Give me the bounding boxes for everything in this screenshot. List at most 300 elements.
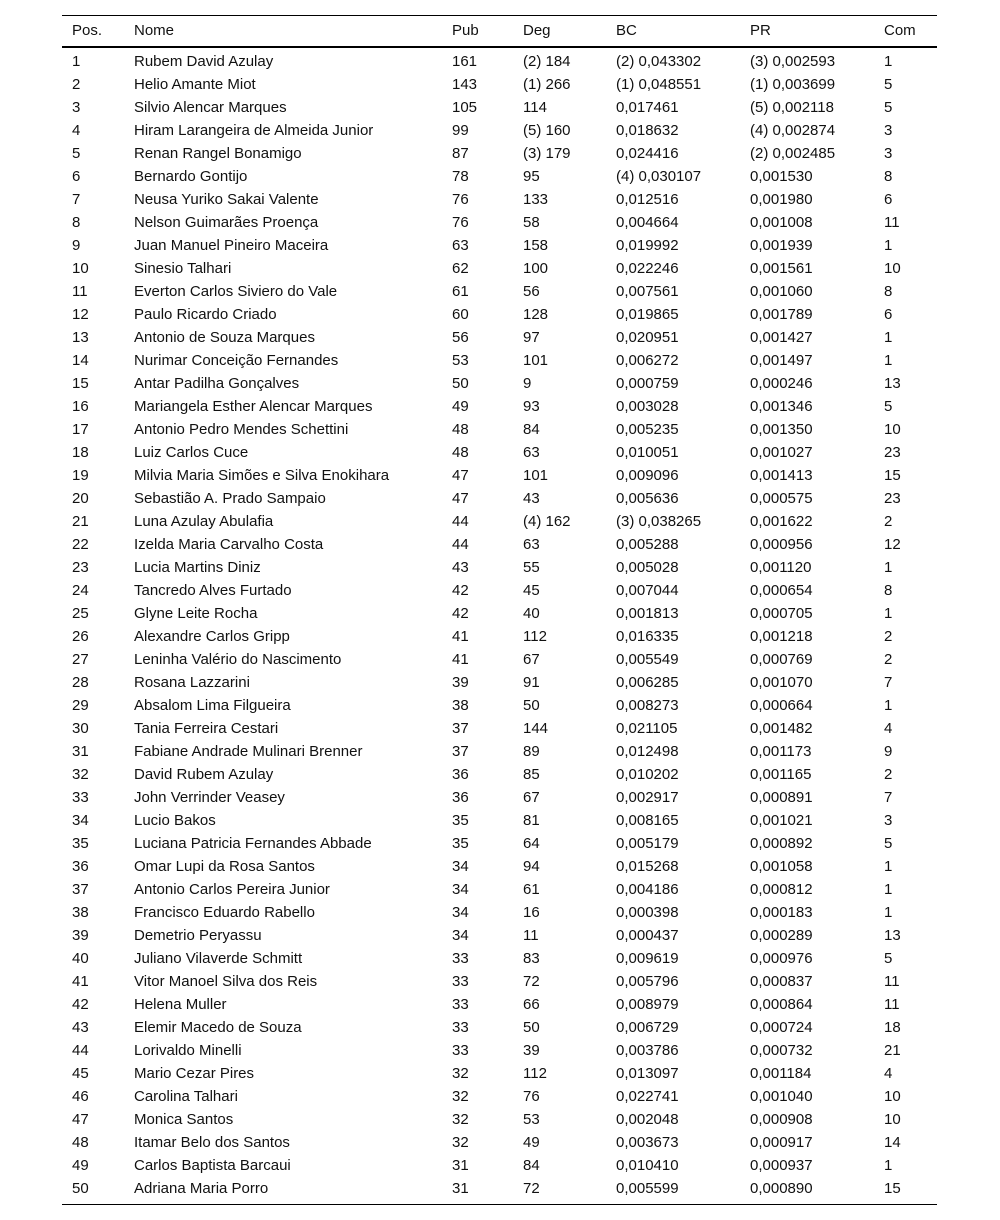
cell-pub: 32	[452, 1088, 469, 1105]
cell-pr: 0,000289	[750, 927, 813, 944]
cell-deg: 53	[523, 1111, 540, 1128]
cell-pos: 38	[72, 904, 89, 921]
cell-deg: 63	[523, 536, 540, 553]
cell-nome: Rosana Lazzarini	[134, 674, 250, 691]
cell-com: 10	[884, 1088, 901, 1105]
cell-bc: 0,020951	[616, 329, 679, 346]
cell-deg: 85	[523, 766, 540, 783]
cell-com: 10	[884, 1111, 901, 1128]
cell-nome: Elemir Macedo de Souza	[134, 1019, 302, 1036]
cell-deg: 128	[523, 306, 549, 323]
cell-deg: 58	[523, 214, 540, 231]
cell-pub: 99	[452, 122, 469, 139]
cell-deg: 72	[513, 1177, 606, 1205]
cell-pos: 27	[72, 651, 89, 668]
cell-pos: 20	[72, 490, 89, 507]
table-row	[62, 1154, 937, 1177]
cell-pr: 0,000956	[750, 536, 813, 553]
cell-bc: 0,005549	[616, 651, 679, 668]
cell-pub: 44	[452, 513, 469, 530]
cell-nome: Alexandre Carlos Gripp	[134, 628, 290, 645]
cell-pos: 50	[62, 1177, 124, 1205]
cell-pub: 35	[452, 812, 469, 829]
cell-deg: (4) 162	[523, 513, 571, 530]
cell-nome: Juliano Vilaverde Schmitt	[134, 950, 303, 967]
cell-pub: 34	[452, 858, 469, 875]
cell-pub: 63	[452, 237, 469, 254]
cell-pos: 36	[72, 858, 89, 875]
cell-pub: 105	[452, 99, 478, 116]
cell-com: 11	[884, 214, 900, 231]
table-row	[62, 717, 937, 740]
table-row	[62, 625, 937, 648]
cell-bc: 0,018632	[616, 122, 679, 139]
cell-pos: 18	[72, 444, 89, 461]
cell-pos: 17	[72, 421, 89, 438]
cell-pub: 47	[452, 490, 469, 507]
cell-deg: 76	[523, 1088, 540, 1105]
cell-pub: 43	[452, 559, 469, 576]
cell-bc: 0,010051	[616, 444, 679, 461]
cell-nome: Lorivaldo Minelli	[134, 1042, 242, 1059]
cell-deg: 101	[523, 352, 549, 369]
cell-pub: 41	[452, 651, 469, 668]
cell-nome: Mario Cezar Pires	[134, 1065, 255, 1082]
cell-pub: 49	[452, 398, 469, 415]
cell-pub: 62	[452, 260, 469, 277]
cell-deg: 9	[523, 375, 532, 392]
cell-pr: (2) 0,002485	[750, 145, 836, 162]
cell-bc: 0,024416	[616, 145, 679, 162]
cell-com: 15	[874, 1177, 937, 1205]
cell-nome: Hiram Larangeira de Almeida Junior	[134, 122, 374, 139]
cell-com: 15	[884, 467, 901, 484]
cell-com: 10	[884, 260, 901, 277]
table-row	[62, 809, 937, 832]
cell-nome: Antonio Pedro Mendes Schettini	[134, 421, 349, 438]
cell-pr: 0,000575	[750, 490, 813, 507]
cell-deg: 95	[523, 168, 540, 185]
cell-deg: (2) 184	[523, 53, 571, 70]
cell-pub: 42	[452, 605, 469, 622]
table-row	[62, 280, 937, 303]
cell-com: 8	[884, 283, 893, 300]
table-row	[62, 96, 937, 119]
table-row	[62, 188, 937, 211]
cell-nome: Luciana Patricia Fernandes Abbade	[134, 835, 372, 852]
cell-pr: 0,001060	[750, 283, 813, 300]
cell-pos: 1	[72, 53, 81, 70]
cell-pos: 12	[72, 306, 89, 323]
cell-pos: 29	[72, 697, 89, 714]
table-row	[62, 1131, 937, 1154]
cell-com: 1	[884, 1157, 893, 1174]
column-header-pr: PR	[740, 16, 874, 48]
cell-bc: (2) 0,043302	[616, 53, 702, 70]
cell-com: 12	[884, 536, 901, 553]
cell-pub: 41	[452, 628, 469, 645]
cell-com: 18	[884, 1019, 901, 1036]
table-row	[62, 832, 937, 855]
cell-bc: 0,010202	[616, 766, 679, 783]
cell-pub: 32	[452, 1134, 469, 1151]
cell-com: 5	[884, 99, 893, 116]
ranking-table-container	[62, 15, 937, 1205]
cell-nome: Antar Padilha Gonçalves	[134, 375, 300, 392]
cell-nome: Sebastião A. Prado Sampaio	[134, 490, 326, 507]
cell-com: 4	[884, 720, 893, 737]
cell-pos: 24	[72, 582, 89, 599]
cell-pr: (3) 0,002593	[750, 53, 836, 70]
cell-nome: Bernardo Gontijo	[134, 168, 248, 185]
cell-pos: 49	[72, 1157, 89, 1174]
table-row	[62, 970, 937, 993]
cell-com: 1	[884, 697, 893, 714]
cell-nome: Monica Santos	[134, 1111, 234, 1128]
cell-bc: 0,006729	[616, 1019, 679, 1036]
cell-pub: 34	[452, 881, 469, 898]
cell-bc: 0,021105	[616, 720, 678, 737]
cell-deg: 43	[523, 490, 540, 507]
cell-bc: 0,007044	[616, 582, 679, 599]
cell-bc: 0,008273	[616, 697, 679, 714]
cell-bc: (1) 0,048551	[616, 76, 702, 93]
cell-pr: 0,000837	[750, 973, 813, 990]
cell-nome: Vitor Manoel Silva dos Reis	[134, 973, 318, 990]
table-row	[62, 326, 937, 349]
cell-pos: 39	[72, 927, 89, 944]
cell-pr: 0,001561	[750, 260, 813, 277]
table-row	[62, 694, 937, 717]
cell-pr: 0,001008	[750, 214, 813, 231]
cell-pr: (1) 0,003699	[750, 76, 836, 93]
cell-pr: 0,000769	[750, 651, 813, 668]
cell-bc: 0,022246	[616, 260, 679, 277]
cell-pub: 31	[452, 1157, 469, 1174]
cell-bc: (4) 0,030107	[616, 168, 702, 185]
table-row	[62, 257, 937, 280]
cell-pub: 34	[452, 927, 469, 944]
cell-com: 1	[884, 904, 893, 921]
cell-bc: 0,004664	[616, 214, 679, 231]
cell-deg: 101	[523, 467, 549, 484]
table-row	[62, 671, 937, 694]
cell-pos: 6	[72, 168, 81, 185]
cell-bc: 0,012516	[616, 191, 679, 208]
cell-pr: 0,001622	[750, 513, 813, 530]
cell-bc: 0,008165	[616, 812, 679, 829]
cell-pub: 35	[452, 835, 469, 852]
cell-deg: 40	[523, 605, 540, 622]
cell-com: 3	[884, 145, 893, 162]
cell-pos: 23	[72, 559, 89, 576]
cell-com: 7	[884, 674, 893, 691]
table-row	[62, 556, 937, 579]
cell-bc: 0,015268	[616, 858, 679, 875]
cell-com: 5	[884, 76, 893, 93]
cell-deg: 50	[523, 1019, 540, 1036]
cell-bc: 0,003786	[616, 1042, 679, 1059]
table-body	[62, 47, 937, 1205]
cell-pub: 33	[452, 996, 469, 1013]
cell-com: 8	[884, 168, 893, 185]
column-header-com: Com	[874, 16, 937, 48]
cell-nome: Rubem David Azulay	[134, 53, 274, 70]
table-row	[62, 602, 937, 625]
cell-pr: 0,001070	[750, 674, 813, 691]
cell-pos: 2	[72, 76, 81, 93]
cell-deg: 45	[523, 582, 540, 599]
cell-nome: Luiz Carlos Cuce	[134, 444, 249, 461]
cell-pos: 33	[72, 789, 89, 806]
cell-bc: 0,009619	[616, 950, 679, 967]
table-row	[62, 395, 937, 418]
cell-bc: 0,000398	[616, 904, 679, 921]
cell-pos: 9	[72, 237, 81, 254]
cell-pub: 87	[452, 145, 469, 162]
cell-pub: 33	[452, 1019, 469, 1036]
table-header	[62, 16, 937, 48]
cell-nome: Carlos Baptista Barcaui	[134, 1157, 291, 1174]
cell-pub: 60	[452, 306, 469, 323]
table-row	[62, 303, 937, 326]
cell-bc: 0,005636	[616, 490, 679, 507]
cell-pos: 41	[72, 973, 89, 990]
cell-bc: 0,008979	[616, 996, 679, 1013]
cell-nome: Lucia Martins Diniz	[134, 559, 261, 576]
cell-deg: 63	[523, 444, 540, 461]
cell-deg: 67	[523, 789, 540, 806]
cell-pos: 43	[72, 1019, 89, 1036]
cell-pub: 48	[452, 421, 469, 438]
cell-bc: 0,017461	[616, 99, 679, 116]
cell-bc: 0,005235	[616, 421, 679, 438]
cell-com: 23	[884, 490, 901, 507]
cell-pub: 56	[452, 329, 469, 346]
cell-nome: Mariangela Esther Alencar Marques	[134, 398, 373, 415]
table-row	[62, 1016, 937, 1039]
cell-com: 1	[884, 559, 893, 576]
cell-pr: 0,001530	[750, 168, 813, 185]
table-row	[62, 1085, 937, 1108]
cell-pr: 0,001058	[750, 858, 813, 875]
table-row	[62, 1108, 937, 1131]
cell-pr: 0,000732	[750, 1042, 813, 1059]
cell-pub: 47	[452, 467, 469, 484]
cell-pos: 3	[72, 99, 81, 116]
cell-bc: 0,003673	[616, 1134, 679, 1151]
table-row	[62, 119, 937, 142]
table-row	[62, 372, 937, 395]
cell-bc: 0,006272	[616, 352, 679, 369]
cell-pub: 44	[452, 536, 469, 553]
cell-nome: Nurimar Conceição Fernandes	[134, 352, 339, 369]
cell-pub: 32	[452, 1065, 469, 1082]
table-row	[62, 464, 937, 487]
cell-nome: Tancredo Alves Furtado	[134, 582, 292, 599]
table-row	[62, 763, 937, 786]
cell-com: 21	[884, 1042, 901, 1059]
table-row	[62, 441, 937, 464]
cell-pr: 0,001413	[750, 467, 813, 484]
cell-deg: 64	[523, 835, 540, 852]
cell-bc: 0,007561	[616, 283, 679, 300]
cell-pr: 0,000917	[750, 1134, 813, 1151]
cell-deg: 144	[523, 720, 549, 737]
cell-nome: Silvio Alencar Marques	[134, 99, 287, 116]
table-row	[62, 924, 937, 947]
column-header-nome: Nome	[124, 16, 442, 48]
cell-pos: 46	[72, 1088, 89, 1105]
cell-pos: 7	[72, 191, 81, 208]
cell-pos: 40	[72, 950, 89, 967]
cell-pos: 19	[72, 467, 89, 484]
cell-nome: David Rubem Azulay	[134, 766, 274, 783]
cell-bc: 0,013097	[616, 1065, 679, 1082]
cell-deg: 89	[523, 743, 540, 760]
table-row	[62, 533, 937, 556]
cell-nome: Helio Amante Miot	[134, 76, 256, 93]
cell-com: 3	[884, 812, 893, 829]
cell-pos: 47	[72, 1111, 89, 1128]
cell-com: 13	[884, 375, 901, 392]
cell-pr: 0,001184	[750, 1065, 812, 1082]
cell-deg: 49	[523, 1134, 540, 1151]
cell-deg: 114	[523, 99, 547, 116]
cell-deg: 112	[523, 1065, 547, 1082]
cell-nome: Fabiane Andrade Mulinari Brenner	[134, 743, 363, 760]
cell-com: 7	[884, 789, 893, 806]
cell-pos: 11	[72, 283, 88, 300]
ranking-table	[62, 15, 937, 1205]
cell-nome: Itamar Belo dos Santos	[134, 1134, 290, 1151]
cell-pr: (4) 0,002874	[750, 122, 836, 139]
cell-pr: 0,000812	[750, 881, 813, 898]
table-row	[62, 947, 937, 970]
cell-pr: 0,000705	[750, 605, 813, 622]
cell-bc: 0,010410	[616, 1157, 679, 1174]
cell-pr: 0,001040	[750, 1088, 813, 1105]
cell-pos: 44	[72, 1042, 89, 1059]
header-row	[62, 16, 937, 48]
table-row	[62, 349, 937, 372]
table-row	[62, 211, 937, 234]
table-row	[62, 993, 937, 1016]
cell-bc: 0,006285	[616, 674, 679, 691]
table-row	[62, 648, 937, 671]
cell-bc: 0,005599	[606, 1177, 740, 1205]
table-row	[62, 234, 937, 257]
cell-pub: 39	[452, 674, 469, 691]
cell-pr: 0,001939	[750, 237, 813, 254]
cell-deg: (5) 160	[523, 122, 571, 139]
cell-nome: Leninha Valério do Nascimento	[134, 651, 342, 668]
cell-pub: 33	[452, 1042, 469, 1059]
cell-deg: 55	[523, 559, 540, 576]
cell-bc: 0,005288	[616, 536, 679, 553]
cell-nome: Antonio de Souza Marques	[134, 329, 315, 346]
cell-com: 2	[884, 628, 893, 645]
cell-pub: 78	[452, 168, 469, 185]
cell-com: 3	[884, 122, 893, 139]
cell-bc: 0,001813	[616, 605, 679, 622]
cell-nome: Juan Manuel Pineiro Maceira	[134, 237, 329, 254]
cell-deg: 97	[523, 329, 540, 346]
cell-deg: 83	[523, 950, 540, 967]
cell-deg: 50	[523, 697, 540, 714]
cell-com: 5	[884, 398, 893, 415]
cell-com: 5	[884, 950, 893, 967]
table-row	[62, 901, 937, 924]
cell-pos: 37	[72, 881, 89, 898]
cell-deg: 84	[523, 421, 540, 438]
cell-pr: 0,000890	[740, 1177, 874, 1205]
cell-pos: 31	[72, 743, 89, 760]
cell-pub: 34	[452, 904, 469, 921]
cell-pub: 50	[452, 375, 469, 392]
cell-pr: 0,000183	[750, 904, 813, 921]
cell-nome: Lucio Bakos	[134, 812, 216, 829]
cell-nome: Francisco Eduardo Rabello	[134, 904, 315, 921]
cell-deg: 72	[523, 973, 540, 990]
cell-pr: 0,001497	[750, 352, 813, 369]
cell-nome: John Verrinder Veasey	[134, 789, 285, 806]
cell-nome: Izelda Maria Carvalho Costa	[134, 536, 324, 553]
cell-com: 11	[884, 973, 900, 990]
cell-com: 11	[884, 996, 900, 1013]
cell-pr: 0,000864	[750, 996, 813, 1013]
cell-deg: 16	[523, 904, 540, 921]
cell-pub: 76	[452, 191, 469, 208]
cell-pub: 42	[452, 582, 469, 599]
cell-com: 9	[884, 743, 893, 760]
cell-bc: 0,005028	[616, 559, 679, 576]
cell-bc: 0,019865	[616, 306, 679, 323]
cell-pr: 0,001346	[750, 398, 813, 415]
cell-deg: 133	[523, 191, 549, 208]
table-row	[62, 1039, 937, 1062]
cell-com: 23	[884, 444, 901, 461]
cell-bc: 0,002917	[616, 789, 679, 806]
cell-pos: 35	[72, 835, 89, 852]
cell-nome: Glyne Leite Rocha	[134, 605, 258, 622]
cell-pr: 0,001482	[750, 720, 813, 737]
cell-pub: 36	[452, 766, 469, 783]
cell-pub: 37	[452, 720, 469, 737]
table-row	[62, 786, 937, 809]
cell-deg: 56	[523, 283, 540, 300]
cell-pr: 0,000908	[750, 1111, 813, 1128]
cell-bc: 0,019992	[616, 237, 679, 254]
cell-com: 1	[884, 329, 893, 346]
cell-deg: 84	[523, 1157, 540, 1174]
cell-nome: Sinesio Talhari	[134, 260, 232, 277]
cell-com: 10	[884, 421, 901, 438]
cell-pr: 0,001218	[750, 628, 813, 645]
cell-pr: 0,000664	[750, 697, 813, 714]
cell-pos: 13	[72, 329, 89, 346]
table-row	[62, 73, 937, 96]
cell-pr: 0,001165	[750, 766, 812, 783]
cell-deg: (3) 179	[523, 145, 571, 162]
cell-com: 6	[884, 306, 893, 323]
cell-com: 6	[884, 191, 893, 208]
cell-pr: 0,000892	[750, 835, 813, 852]
cell-pos: 4	[72, 122, 81, 139]
cell-deg: 66	[523, 996, 540, 1013]
cell-nome: Paulo Ricardo Criado	[134, 306, 277, 323]
cell-pub: 36	[452, 789, 469, 806]
